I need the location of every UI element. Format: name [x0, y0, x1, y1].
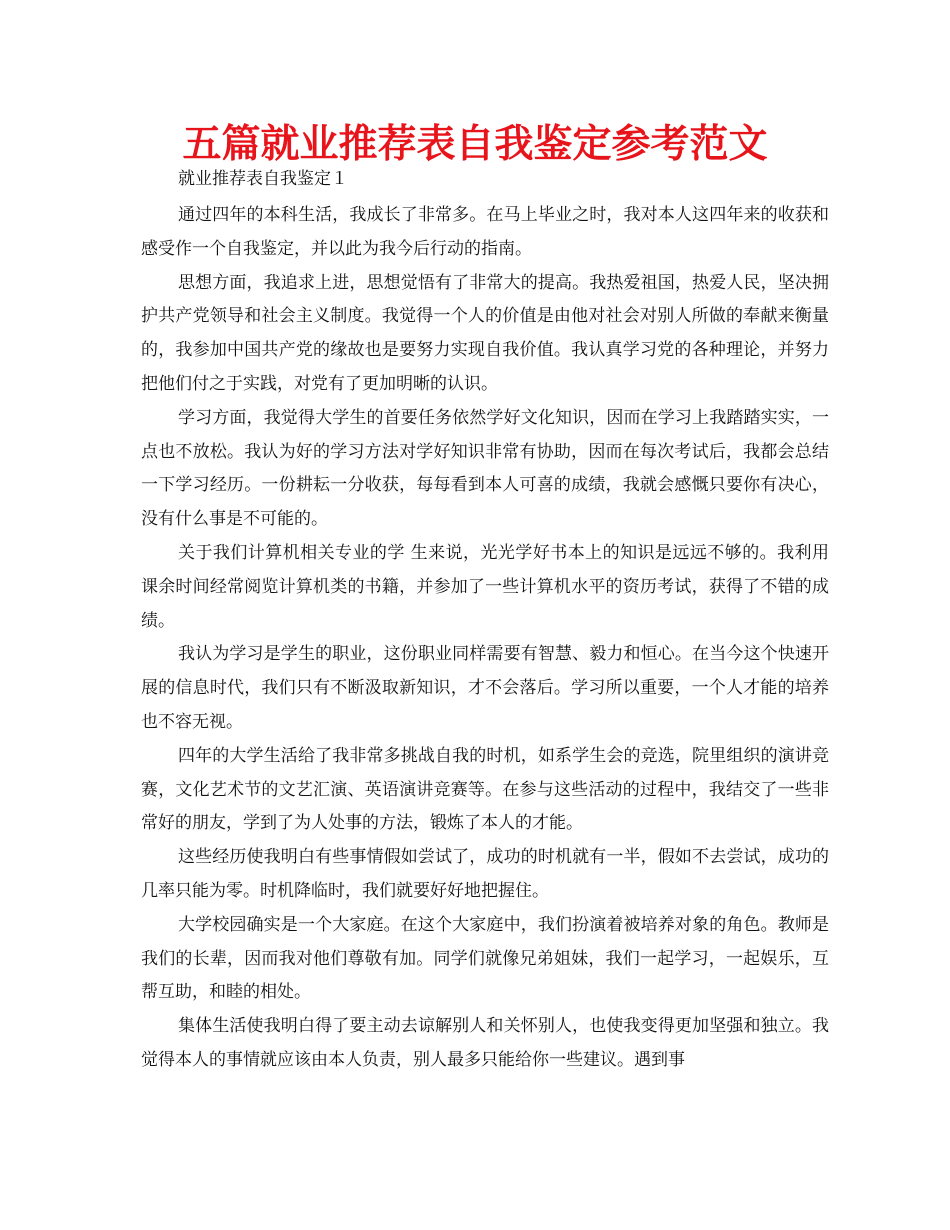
paragraph: 关于我们计算机相关专业的学 生来说，光光学好书本上的知识是远远不够的。我利用课余时间经常阅览计算机类的书籍，并参加了一些计算机水平的资历考试，获得了不错的成绩。 — [141, 542, 829, 631]
paragraph: 大学校园确实是一个大家庭。在这个大家庭中，我们扮演着被培养对象的角色。教师是我们的长辈，因而我对他们尊敬有加。同学们就像兄弟姐妹，我们一起学习，一起娱乐，互帮互助，和睦的相处。 — [141, 914, 829, 1003]
paragraph: 集体生活使我明白得了要主动去谅解别人和关怀别人，也使我变得更加坚强和独立。我觉得本人的事情就应该由本人负责，别人最多只能给你一些建议。遇到事 — [141, 1016, 829, 1070]
paragraph: 四年的大学生活给了我非常多挑战自我的时机，如系学生会的竞选，院里组织的演讲竞赛，文化艺术节的文艺汇演、英语演讲竞赛等。在参与这些活动的过程中，我结交了一些非常好的朋友，学到了为人处事的方法，锻炼了本人的才能。 — [141, 745, 829, 834]
section-heading: 就业推荐表自我鉴定１ — [178, 169, 348, 189]
paragraph: 这些经历使我明白有些事情假如尝试了，成功的时机就有一半，假如不去尝试，成功的几率只能为零。时机降临时，我们就要好好地把握住。 — [141, 847, 829, 901]
paragraph: 学习方面，我觉得大学生的首要任务依然学好文化知识，因而在学习上我踏踏实实，一点也不放松。我认为好的学习方法对学好知识非常有协助，因而在每次考试后，我都会总结一下学习经历。一份耕耘一分收获，每每看到本人可喜的成绩，我就会感慨只要你有决心，没有什么事是不可能的。 — [141, 407, 829, 530]
paragraph: 我认为学习是学生的职业，这份职业同样需要有智慧、毅力和恒心。在当今这个快速开展的信息时代，我们只有不断汲取新知识，才不会落后。学习所以重要，一个人才能的培养也不容无视。 — [141, 644, 829, 732]
document-title: 五篇就业推荐表自我鉴定参考范文 — [182, 122, 768, 167]
document-body — [141, 166, 829, 1078]
paragraph: 思想方面，我追求上进，思想觉悟有了非常大的提高。我热爱祖国，热爱人民，坚决拥护共产党领导和社会主义制度。我觉得一个人的价值是由他对社会对别人所做的奉献来衡量的，我参加中国共产党的缘故也是要努力实现自我价值。我认真学习党的各种理论，并努力把他们付之于实践，对党有了更加明晰的认识。 — [141, 272, 829, 394]
paragraph: 通过四年的本科生活，我成长了非常多。在马上毕业之时，我对本人这四年来的收获和感受作一个自我鉴定，并以此为我今后行动的指南。 — [141, 205, 829, 259]
